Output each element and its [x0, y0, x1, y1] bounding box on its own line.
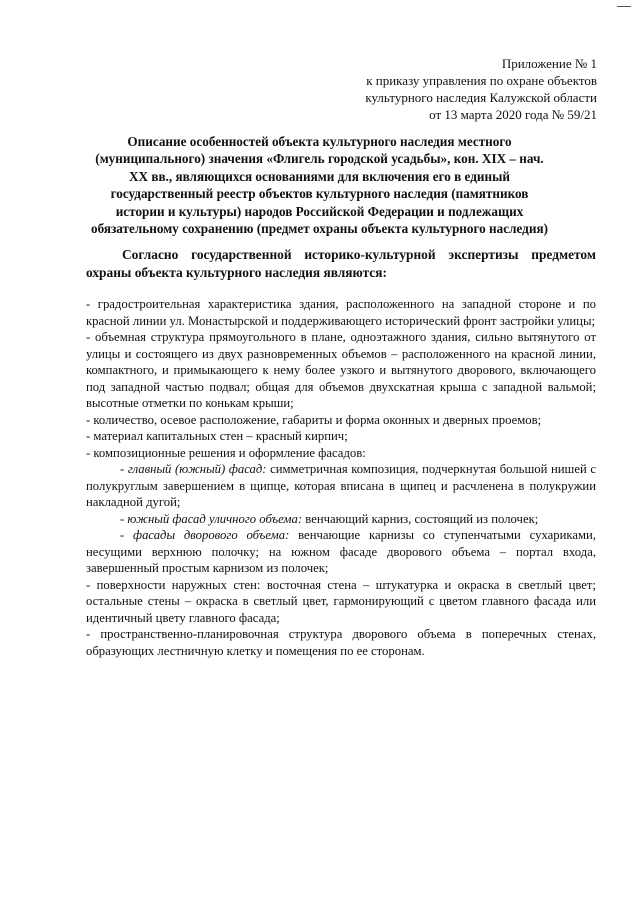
list-subitem [86, 527, 596, 577]
subitem-text: венчающие карнизы со ступенчатыми сухариками, несущими верхнюю полочку; на южном фасаде дворового объема – портал входа, завершенный простым карнизом из полочек; [86, 528, 596, 575]
appendix-line-4: от 13 марта 2020 года № 59/21 [429, 107, 597, 122]
appendix-line-3: культурного наследия Калужской области [365, 90, 597, 105]
list-item: - пространственно-планировочная структура дворового объема в поперечных стенах, образующих лестничную клетку и помещения по ее сторонам. [86, 627, 596, 658]
document-title: Описание особенностей объекта культурного наследия местного (муниципального) значения «Флигель городской усадьбы», кон. XIX – нач. XX вв., являющихся основаниями для включения его в единый государственный реестр объектов культурного наследия (памятников истории и культуры) народов Российской Федерации и подлежащих обязательному сохранению (предмет охраны объекта культурного наследия) [91, 134, 548, 237]
list-item: - поверхности наружных стен: восточная стена – штукатурка и окраска в светлый цвет; остальные стены – окраска в светлый цвет, гармонирующий с цветом главного фасада или идентичный цвету главного фасада; [86, 577, 596, 625]
intro-paragraph: Согласно государственной историко-культурной экспертизы предметом охраны объекта культурного наследия являются: [86, 247, 596, 280]
list-subitem [86, 461, 596, 511]
protection-subject-list [86, 296, 596, 659]
subitem-text: симметричная композиция, подчеркнутая большой нишей с полукруглым завершением в щипце, которая вписана в щипец и расчленена в полукружии накладной дугой; [86, 462, 596, 509]
appendix-line-1: Приложение № 1 [501, 56, 597, 71]
list-item: - количество, осевое расположение, габариты и форма оконных и дверных проемов; [86, 412, 542, 427]
list-item: - материал капитальных стен – красный кирпич; [86, 429, 348, 443]
corner-mark [617, 6, 631, 7]
list-item: - объемная структура прямоугольного в плане, одноэтажного здания, сильно вытянутого от улицы и состоящего из двух разновременных объемов – расположенного на красной линии, компактного, и примыкающего к нему более узкого и вытянутого дворового, включающего под западной частью подвал; общая для объемов двухскатная крыша с западной вальмой; высотные отметки по конькам крыши; [86, 330, 596, 410]
subitem-text: венчающий карниз, состоящий из полочек; [302, 511, 539, 526]
subitem-label: - фасады дворового объема: [120, 528, 290, 542]
appendix-line-2: к приказу управления по охране объектов [366, 73, 597, 88]
list-item: - композиционные решения и оформление фасадов: [86, 445, 366, 460]
appendix-header [257, 55, 597, 123]
list-subitem [86, 511, 596, 528]
subitem-label: - главный (южный) фасад: [120, 462, 267, 476]
list-item: - градостроительная характеристика здания, расположенного на западной стороне и по красной линии ул. Монастырской и поддерживающего исторический фронт застройки улицы; [86, 297, 596, 328]
subitem-label: - южный фасад уличного объема: [120, 511, 303, 526]
